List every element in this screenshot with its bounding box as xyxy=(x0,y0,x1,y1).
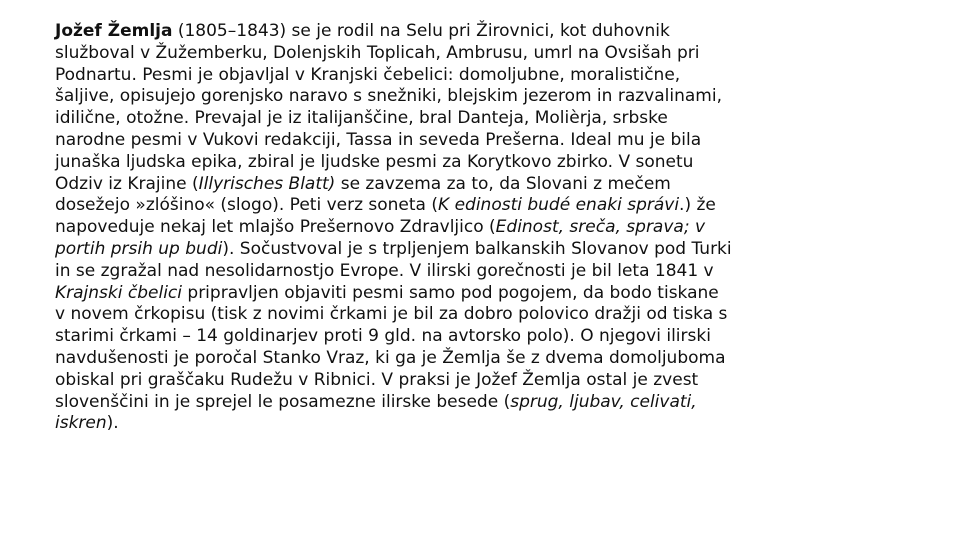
text-run: in se zgražal nad nesolidarnostjo Evrope. V ilirski gorečnosti je bil leta 1841 v xyxy=(55,260,714,281)
text-line xyxy=(55,413,935,435)
italic-text-run: Illyrisches Blatt) xyxy=(198,173,336,194)
text-line xyxy=(55,108,935,130)
text-run: .) že xyxy=(679,195,716,216)
bold-text-run: Jožef Žemlja xyxy=(55,21,173,41)
text-line xyxy=(55,43,935,65)
text-line xyxy=(55,217,935,239)
text-run: (1805–1843) se je rodil na Selu pri Žirovnici, kot duhovnik xyxy=(172,21,670,41)
text-run: Podnartu. Pesmi je objavljal v Kranjski čebelici: domoljubne, moralistične, xyxy=(55,64,681,85)
body-paragraph xyxy=(55,21,935,435)
text-run: dosežejo »zlóšino« (slogo). Peti verz soneta ( xyxy=(55,195,439,216)
text-line xyxy=(55,21,935,43)
text-line xyxy=(55,348,935,370)
text-run: ). Sočustvoval je s trpljenjem balkanskih Slovanov pod Turki xyxy=(222,238,732,259)
text-run: narodne pesmi v Vukovi redakciji, Tassa in seveda Prešerna. Ideal mu je bila xyxy=(55,129,702,150)
italic-text-run: portih prsih up budi xyxy=(55,238,223,259)
text-run: pripravljen objaviti pesmi samo pod pogojem, da bodo tiskane xyxy=(182,282,719,303)
text-line xyxy=(55,370,935,392)
text-run: idilične, otožne. Prevajal je iz italijanščine, bral Danteja, Molièrja, srbske xyxy=(55,108,668,129)
text-run: navdušenosti je poročal Stanko Vraz, ki ga je Žemlja še z dvema domoljuboma xyxy=(55,347,726,368)
text-run: junaška ljudska epika, zbiral je ljudske pesmi za Korytkovo zbirko. V sonetu xyxy=(55,151,694,172)
text-line xyxy=(55,283,935,305)
text-run: slovenščini in je sprejel le posamezne ilirske besede ( xyxy=(55,391,511,412)
text-line xyxy=(55,261,935,283)
text-line xyxy=(55,86,935,108)
text-run: se zavzema za to, da Slovani z mečem xyxy=(335,173,671,194)
text-line xyxy=(55,195,935,217)
italic-text-run: K edinosti budé enaki správi xyxy=(438,195,680,216)
text-run: Odziv iz Krajine ( xyxy=(55,173,199,194)
text-line xyxy=(55,152,935,174)
text-line xyxy=(55,326,935,348)
text-line xyxy=(55,130,935,152)
text-run: starimi črkami – 14 goldinarjev proti 9 gld. na avtorsko polo). O njegovi ilirski xyxy=(55,326,711,347)
text-run: služboval v Žužemberku, Dolenjskih Toplicah, Ambrusu, umrl na Ovsišah pri xyxy=(55,42,700,63)
text-run: napoveduje nekaj let mlajšo Prešernovo Zdravljico ( xyxy=(55,217,496,238)
text-run: obiskal pri graščaku Rudežu v Ribnici. V praksi je Jožef Žemlja ostal je zvest xyxy=(55,369,699,390)
text-run: v novem črkopisu (tisk z novimi črkami je bil za dobro polovico dražji od tiska s xyxy=(55,304,728,325)
italic-text-run: sprug, ljubav, celivati, xyxy=(510,391,697,412)
italic-text-run: iskren xyxy=(55,413,107,434)
text-line xyxy=(55,304,935,326)
text-line xyxy=(55,174,935,196)
text-line xyxy=(55,239,935,261)
text-line xyxy=(55,65,935,87)
text-run: šaljive, opisujejo gorenjsko naravo s snežniki, blejskim jezerom in razvalinami, xyxy=(55,86,722,107)
text-run: ). xyxy=(106,413,119,434)
italic-text-run: Krajnski čbelici xyxy=(55,282,182,303)
italic-text-run: Edinost, sreča, sprava; v xyxy=(495,217,706,238)
text-line xyxy=(55,392,935,414)
